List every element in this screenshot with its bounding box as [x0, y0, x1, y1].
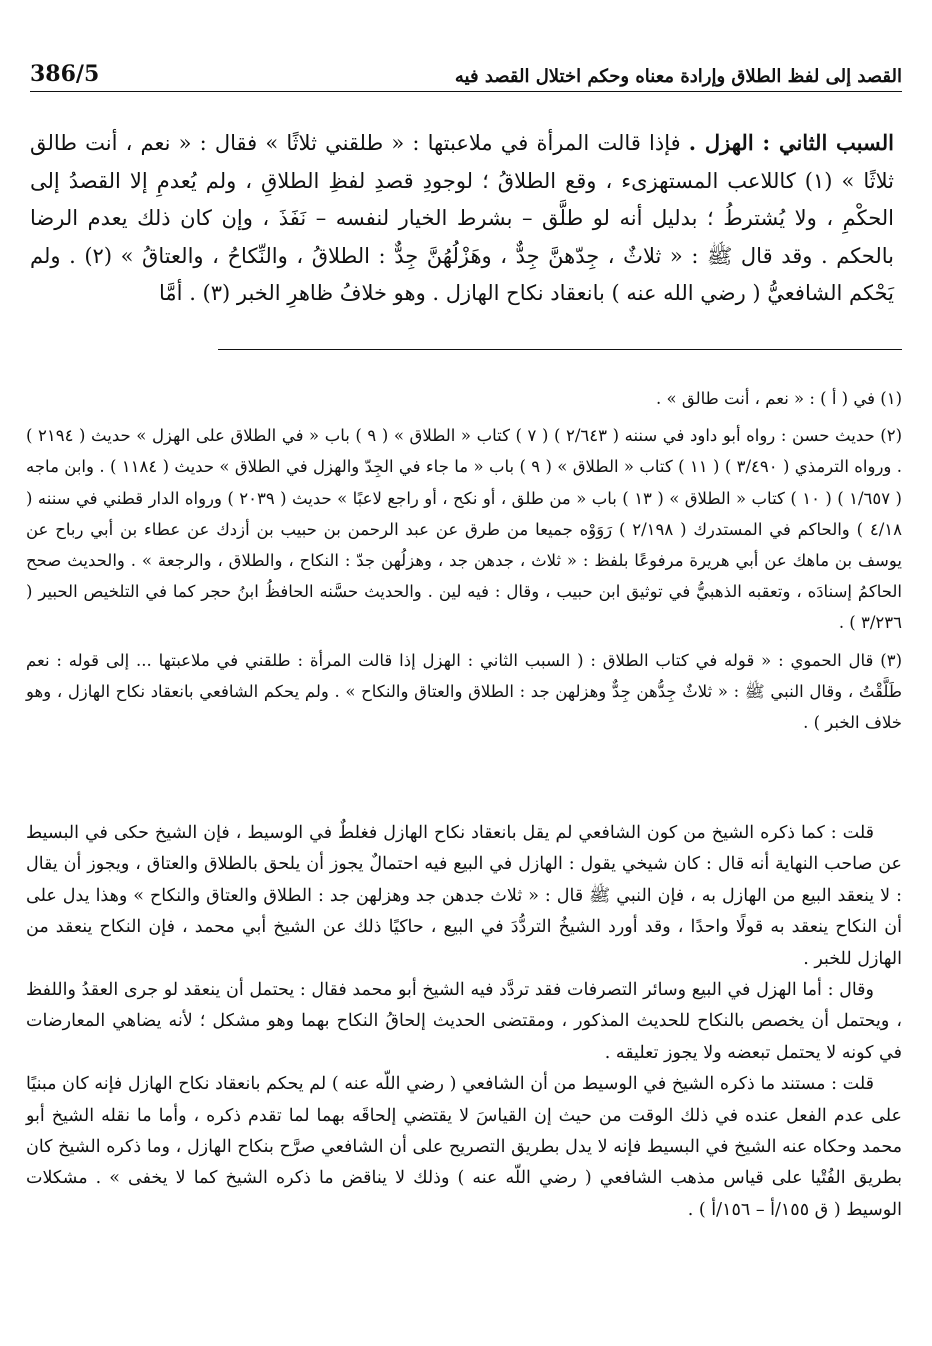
footnote-2: (٢) حديث حسن : رواه أبو داود في سننه ( ٢/٦٤٣ ) ( ٧ ) كتاب « الطلاق » ( ٩ ) باب « في الطلاق على الهزل » حديث ( ٢١٩٤ ) . ورواه الترمذي ( ٣/٤٩٠ ) ( ١١ ) كتاب « الطلاق » ( ٩ ) باب « ما جاء في الجِدّ والهزل في الطلاق » حديث ( ١١٨٤ ) . وابن ماجه ( ١/٦٥٧ ) ( ١٠ ) كتاب « الطلاق » ( ١٣ ) باب « من طلق ، أو نكح ، أو راجع لاعبًا » حديث ( ٢٠٣٩ ) ورواه الدار قطني في سننه ( ٤/١٨ ) والحاكم في المستدرك ( ٢/١٩٨ ) رَوَوْه جميعا من طرق عن عبد الرحمن بن حبيب بن أزدك عن عطاء بن أبي رباح عن يوسف بن ماهك عن أبي هريرة مرفوعًا بلفظ : « ثلاث ، جدهن جد ، وهزلُهن جدّ : النكاح ، والطلاق ، والرجعة » . والحديث صحح الحاكمُ إسنادَه ، وتعقبه الذهبيُّ في توثيق ابن حبيب ، وقال : فيه لين . والحديث حسَّنه الحافظُ ابنُ حجر كما في التلخيص الحبير ( ٣/٢٣٦ ) . [26, 426, 903, 633]
footnote-1: (١) في ( أ ) : « نعم ، أنت طالق » . [656, 389, 902, 408]
footnote-separator [218, 349, 902, 350]
main-text [30, 124, 894, 313]
page-number: 386/5 [30, 61, 100, 87]
footnotes [26, 383, 902, 744]
main-body: فإذا قالت المرأة في ملاعبتها : « طلقني ثلاثًا » فقال : « نعم ، أنت طالق ثلاثًا » (١) كاللاعب المستهزىء ، وقع الطلاقُ ؛ لوجودِ قصدِ لفظِ الطلاقِ ، ولم يُعدمِ إلا القصدُ إلى الحكْمِ ، ولا يُشترطُ ؛ بدليل أنه لو طلَّق – بشرط الخيار لنفسه – نَفَذَ ، وإن كان ذلك يعدم الرضا بالحكم . وقد قال ﷺ : « ثلاثٌ ، جِدّهنَّ جِدٌّ ، وهَزْلُهُنَّ جِدٌّ : الطلاقُ ، والنِّكاحُ ، والعتاقُ » (٢) . ولم يَحْكم الشافعيُّ ( رضي الله عنه ) بانعقاد نكاح الهازل . وهو خلافُ ظاهرِ الخبر (٣) . أمَّا [30, 131, 894, 305]
header-title: القصد إلى لفظ الطلاق وإرادة معناه وحكم اختلال القصد فيه [454, 66, 902, 87]
section-lead: السبب الثاني : الهزل . [688, 130, 894, 155]
commentary [26, 818, 902, 1226]
commentary-paragraph-3: قلت : مستند ما ذكره الشيخ في الوسيط من أن الشافعي ( رضي اللّه عنه ) لم يحكم بانعقاد نكاح الهازل فإنه كان مبنيًا على عدم الفعل عنده في ذلك الوقت من حيث إن القياسَ لا يقتضي إلحاقَه بهما لما تقدم ذكره ، وأما ما نقله الشيخ أبو محمد وحكاه عنه الشيخ في البسيط فإنه لا يدل بطريق التصريح على أن الشافعي صرَّح بنكاح الهازل ، وما ذكره الشيخ كان بطريق الفُتْيا على قياس مذهب الشافعي ( رضي اللّه عنه ) وذلك لا يناقض ما ذكره الشيخ كما لا يخفى » . مشكلات الوسيط ( ق ١٥٥/أ – ١٥٦/أ ) . [26, 1074, 902, 1220]
commentary-paragraph-1: قلت : كما ذكره الشيخ من كون الشافعي لم يقل بانعقاد نكاح الهازل فغلطٌ في الوسيط ، فإن الشيخ حكى في البسيط عن صاحب النهاية أنه قال : كان شيخي يقول : الهازل في البيع فيه احتمالٌ يجوز أن يلحق بالطلاق والعتاق ، ويجوز أن يقال : لا ينعقد البيع من الهازل به ، فإن النبي ﷺ قال : « ثلاث جدهن جد وهزلهن جد : الطلاق والعتاق والنكاح » وهذا يدل على أن النكاح ينعقد به قولًا واحدًا ، وقد أورد الشيخُ التردُّدَ في البيع ، حاكيًا ذلك عن الشيخ أبي محمد ، فإن النكاح ينعقد من الهازل للخبر . [26, 823, 902, 969]
running-header [30, 58, 902, 92]
footnote-3: (٣) قال الحموي : « قوله في كتاب الطلاق : ( السبب الثاني : الهزل إذا قالت المرأة : طلقني في ملاعبتها ... إلى قوله : نعم طَلَّقْتُ ، وقال النبي ﷺ : « ثلاثٌ جِدُّهن جِدٌّ وهزلهن جد : الطلاق والعتاق والنكاح » . ولم يحكم الشافعي بانعقاد نكاح الهازل ، وهو خلاف الخبر ) . [26, 650, 902, 733]
main-paragraph [30, 124, 894, 313]
commentary-paragraph-2: وقال : أما الهزل في البيع وسائر التصرفات فقد تردَّد فيه الشيخ أبو محمد فقال : يحتمل أن ينعقد لو جرى العقدُ واللفظ ، ويحتمل أن يخصص بالنكاح للحديث المذكور ، ومقتضى الحديث إلحاقُ النكاح بهما وهو مشكل ؛ لأنه يضاهي المعارضات في كونه لا يحتمل تبعضه ولا يجوز تعليقه . [26, 980, 902, 1063]
